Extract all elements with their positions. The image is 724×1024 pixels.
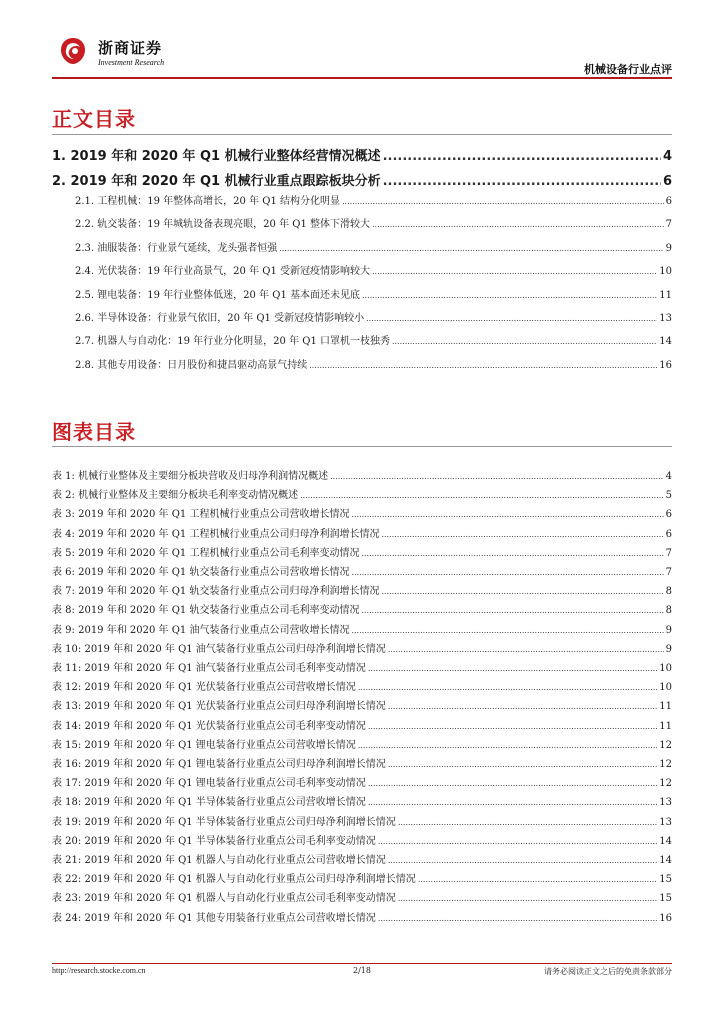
toc-entry-page: 10 xyxy=(659,266,672,278)
toc-entry-page: 16 xyxy=(659,359,672,371)
toc-leader-dots xyxy=(388,856,657,865)
toc-entry[interactable] xyxy=(0,239,724,254)
toc-leader-dots xyxy=(372,220,664,229)
toc-entry-page: 12 xyxy=(659,778,672,790)
toc-entry[interactable] xyxy=(0,145,724,164)
toc-entry-page: 9 xyxy=(665,643,672,655)
toc-leader-dots xyxy=(279,244,663,253)
toc-leader-dots xyxy=(381,530,663,539)
toc-entry[interactable] xyxy=(0,621,724,636)
toc-leader-dots xyxy=(381,587,663,596)
toc-entry[interactable] xyxy=(0,678,724,693)
toc-entry-label: 表 8: 2019 年和 2020 年 Q1 轨交装备行业重点公司毛利率变动情况 xyxy=(52,605,360,617)
toc-leader-dots xyxy=(378,914,657,923)
toc-leader-dots xyxy=(378,837,657,846)
toc-entry-page: 15 xyxy=(659,893,672,905)
toc-entry-label: 表 14: 2019 年和 2020 年 Q1 光伏装备行业重点公司毛利率变动情况 xyxy=(52,720,366,732)
toc-entry-page: 11 xyxy=(659,701,672,713)
toc-entry[interactable] xyxy=(0,736,724,751)
toc-entry[interactable] xyxy=(0,356,724,371)
toc-entry-label: 表 4: 2019 年和 2020 年 Q1 工程机械行业重点公司归母净利润增长情况 xyxy=(52,528,380,540)
toc-leader-dots xyxy=(366,314,657,323)
toc-entry-page: 16 xyxy=(659,912,672,924)
toc-entry-label: 表 23: 2019 年和 2020 年 Q1 机器人与自动化行业重点公司毛利率变动情况 xyxy=(52,893,396,905)
toc-entry-page: 12 xyxy=(659,759,672,770)
toc-entry[interactable] xyxy=(0,525,724,540)
toc-entry-label: 表 13: 2019 年和 2020 年 Q1 光伏装备行业重点公司归母净利润增长情况 xyxy=(52,701,386,713)
toc-entry-page: 4 xyxy=(662,149,672,164)
company-logo-icon xyxy=(58,36,88,66)
toc-leader-dots xyxy=(388,645,664,654)
toc-entry-page: 8 xyxy=(665,586,672,598)
toc-entry-label: 2.6. 半导体设备：行业景气依旧，20 年 Q1 受新冠疫情影响较小 xyxy=(75,313,365,324)
toc-entry-page: 11 xyxy=(659,720,672,732)
toc-entry-label: 1. 2019 年和 2020 年 Q1 机械行业整体经营情况概述 xyxy=(52,149,381,164)
toc-leader-dots xyxy=(388,702,657,711)
company-name-en: Investment Research xyxy=(98,58,165,67)
toc-entry[interactable] xyxy=(0,870,724,885)
toc-entry[interactable] xyxy=(0,262,724,277)
toc-entry[interactable] xyxy=(0,563,724,578)
toc-entry-page: 10 xyxy=(659,682,672,694)
toc-entry-label: 2.5. 锂电装备：19 年行业整体低迷，20 年 Q1 基本面还未见底 xyxy=(75,289,360,301)
toc-entry[interactable] xyxy=(0,793,724,808)
toc-entry-page: 8 xyxy=(665,605,672,617)
toc-entry-label: 表 10: 2019 年和 2020 年 Q1 油气装备行业重点公司归母净利润增长情况 xyxy=(52,643,386,655)
toc-leader-dots xyxy=(358,683,657,692)
toc-entry-page: 4 xyxy=(665,471,672,482)
toc-leader-dots xyxy=(358,741,657,750)
toc-leader-dots xyxy=(368,779,657,788)
toc-leader-dots xyxy=(330,472,664,481)
toc-entry-page: 13 xyxy=(659,313,672,324)
toc-entry-label: 表 1: 机械行业整体及主要细分板块营收及归母净利润情况概述 xyxy=(52,471,329,482)
toc-leader-dots xyxy=(309,361,657,370)
toc-entry-page: 14 xyxy=(659,336,672,348)
toc-entry[interactable] xyxy=(0,774,724,789)
toc-leader-dots xyxy=(351,626,663,635)
toc-entry[interactable] xyxy=(0,215,724,230)
toc-title: 正文目录 xyxy=(52,107,136,131)
toc-entry-label: 表 18: 2019 年和 2020 年 Q1 半导体装备行业重点公司营收增长情况 xyxy=(52,797,366,809)
toc-entry[interactable] xyxy=(0,332,724,347)
toc-entry[interactable] xyxy=(0,486,724,501)
toc-entry-label: 2.7. 机器人与自动化：19 年行业分化明显，20 年 Q1 口罩机一枝独秀 xyxy=(75,336,390,348)
toc-entry-page: 6 xyxy=(665,528,672,540)
toc-entry[interactable] xyxy=(0,717,724,732)
toc-entry-label: 表 5: 2019 年和 2020 年 Q1 工程机械行业重点公司毛利率变动情况 xyxy=(52,547,360,559)
toc-entry[interactable] xyxy=(0,286,724,301)
toc-entry[interactable] xyxy=(0,909,724,924)
toc-entry-label: 表 7: 2019 年和 2020 年 Q1 轨交装备行业重点公司归母净利润增长情况 xyxy=(52,586,380,598)
figures-title-rule xyxy=(52,446,672,447)
toc-entry-label: 表 11: 2019 年和 2020 年 Q1 油气装备行业重点公司毛利率变动情况 xyxy=(52,663,366,674)
toc-entry[interactable] xyxy=(0,601,724,616)
toc-entry-page: 5 xyxy=(665,490,672,502)
toc-leader-dots xyxy=(398,818,657,827)
toc-entry-label: 表 24: 2019 年和 2020 年 Q1 其他专用装备行业重点公司营收增长情况 xyxy=(52,912,376,924)
toc-entry-label: 表 17: 2019 年和 2020 年 Q1 锂电装备行业重点公司毛利率变动情况 xyxy=(52,778,366,790)
toc-entry-label: 表 3: 2019 年和 2020 年 Q1 工程机械行业重点公司营收增长情况 xyxy=(52,509,350,521)
figures-title: 图表目录 xyxy=(52,420,136,444)
toc-entry-page: 14 xyxy=(659,855,672,866)
toc-entry-page: 10 xyxy=(659,663,672,674)
toc-entry-label: 表 16: 2019 年和 2020 年 Q1 锂电装备行业重点公司归母净利润增长情况 xyxy=(52,759,386,770)
toc-entry-label: 2.1. 工程机械：19 年整体高增长，20 年 Q1 结构分化明显 xyxy=(75,196,340,207)
toc-entry[interactable] xyxy=(0,755,724,770)
toc-entry-page: 14 xyxy=(659,835,672,847)
toc-entry-label: 2.8. 其他专用设备：日月股份和捷昌驱动高景气持续 xyxy=(75,359,308,371)
toc-entry[interactable] xyxy=(0,659,724,674)
header-divider xyxy=(52,77,672,79)
toc-leader-dots xyxy=(368,722,657,731)
report-type: 机械设备行业点评 xyxy=(584,63,672,76)
toc-leader-dots xyxy=(368,798,657,807)
toc-entry[interactable] xyxy=(0,813,724,828)
toc-leader-dots xyxy=(418,875,657,884)
toc-entry-label: 表 12: 2019 年和 2020 年 Q1 光伏装备行业重点公司营收增长情况 xyxy=(52,682,356,694)
toc-entry[interactable] xyxy=(0,170,724,189)
toc-leader-dots xyxy=(368,664,657,673)
footer-disclaimer: 请务必阅读正文之后的免责条款部分 xyxy=(544,967,672,976)
toc-entry-label: 表 6: 2019 年和 2020 年 Q1 轨交装备行业重点公司营收增长情况 xyxy=(52,567,350,578)
toc-title-rule xyxy=(52,134,672,135)
page-header xyxy=(0,0,724,80)
toc-leader-dots xyxy=(398,894,657,903)
toc-entry-page: 12 xyxy=(659,739,672,751)
toc-entry[interactable] xyxy=(0,467,724,482)
toc-entry[interactable] xyxy=(0,832,724,847)
toc-entry-label: 2. 2019 年和 2020 年 Q1 机械行业重点跟踪板块分析 xyxy=(52,174,381,189)
toc-entry[interactable] xyxy=(0,544,724,559)
toc-entry-label: 表 21: 2019 年和 2020 年 Q1 机器人与自动化行业重点公司营收增长情况 xyxy=(52,855,386,866)
toc-entry-page: 7 xyxy=(665,567,672,578)
toc-leader-dots xyxy=(372,267,657,276)
toc-entry-label: 表 9: 2019 年和 2020 年 Q1 油气装备行业重点公司营收增长情况 xyxy=(52,624,350,636)
toc-entry-label: 表 15: 2019 年和 2020 年 Q1 锂电装备行业重点公司营收增长情况 xyxy=(52,739,356,751)
company-name: 浙商证券 xyxy=(98,39,163,57)
toc-leader-dots xyxy=(300,491,664,500)
toc-entry-page: 15 xyxy=(659,874,672,886)
toc-entry[interactable] xyxy=(0,309,724,324)
toc-entry-label: 2.3. 油服装备：行业景气延续，龙头强者恒强 xyxy=(75,242,278,254)
toc-entry-label: 表 20: 2019 年和 2020 年 Q1 半导体装备行业重点公司毛利率变动情况 xyxy=(52,835,376,847)
toc-entry-page: 9 xyxy=(665,242,672,254)
toc-entry-label: 2.2. 轨交装备：19 年城轨设备表现亮眼，20 年 Q1 整体下滑较大 xyxy=(75,219,370,231)
toc-entry-page: 9 xyxy=(665,624,672,636)
toc-entry-label: 表 22: 2019 年和 2020 年 Q1 机器人与自动化行业重点公司归母净利润增长情况 xyxy=(52,874,416,886)
toc-entry[interactable] xyxy=(0,697,724,712)
toc-entry-label: 2.4. 光伏装备：19 年行业高景气，20 年 Q1 受新冠疫情影响较大 xyxy=(75,266,370,278)
toc-leader-dots xyxy=(351,510,663,519)
toc-entry-label: 表 2: 机械行业整体及主要细分板块毛利率变动情况概述 xyxy=(52,490,299,502)
toc-entry[interactable] xyxy=(0,640,724,655)
toc-entry-page: 13 xyxy=(659,816,672,828)
footer-url[interactable]: http://research.stocke.com.cn xyxy=(52,966,146,975)
toc-leader-dots xyxy=(383,174,661,189)
toc-entry-page: 11 xyxy=(659,289,672,301)
toc-entry[interactable] xyxy=(0,851,724,866)
toc-entry-page: 7 xyxy=(665,547,672,559)
toc-leader-dots xyxy=(361,549,663,558)
toc-entry-page: 13 xyxy=(659,797,672,809)
footer-page-number: 2/18 xyxy=(353,966,371,975)
toc-leader-dots xyxy=(362,291,657,300)
toc-leader-dots xyxy=(342,197,664,206)
toc-leader-dots xyxy=(351,568,663,577)
toc-leader-dots xyxy=(361,606,663,615)
toc-entry-label: 表 19: 2019 年和 2020 年 Q1 半导体装备行业重点公司归母净利润增长情况 xyxy=(52,816,396,828)
toc-entry-page: 6 xyxy=(665,196,672,207)
toc-entry-page: 7 xyxy=(665,219,672,231)
toc-entry[interactable] xyxy=(0,889,724,904)
toc-entry[interactable] xyxy=(0,505,724,520)
footer-divider xyxy=(52,963,672,964)
toc-leader-dots xyxy=(388,760,657,769)
toc-entry-page: 6 xyxy=(662,174,672,189)
toc-leader-dots xyxy=(392,337,657,346)
toc-entry[interactable] xyxy=(0,192,724,207)
toc-entry-page: 6 xyxy=(665,509,672,521)
toc-leader-dots xyxy=(383,149,661,164)
toc-entry[interactable] xyxy=(0,582,724,597)
